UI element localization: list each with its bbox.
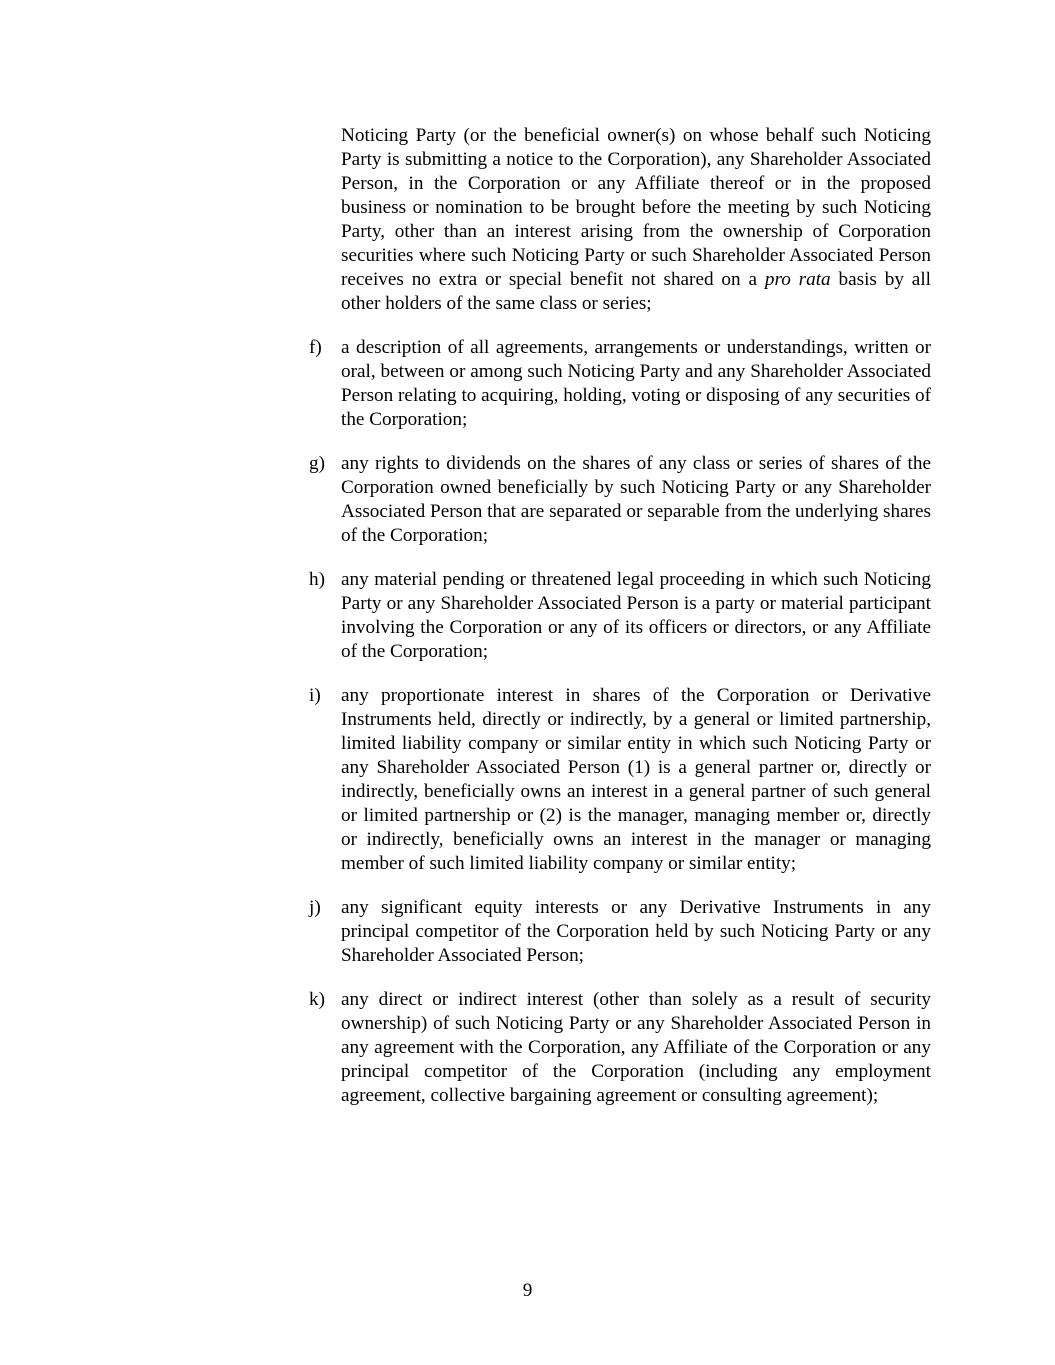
item-label: k) — [309, 989, 325, 1010]
continuation-paragraph — [341, 124, 931, 316]
item-text: a description of all agreements, arrangements or understandings, written or oral, between or among such Noticing Party and any Shareholder Associated Person relating to acquiring, holding, voting or disposing of any securities of the Corporation; — [341, 337, 931, 430]
item-text: any direct or indirect interest (other than solely as a result of security ownership) of such Noticing Party or any Shareholder Associated Person in any agreement with the Corporation, any Affiliate of the Corporation or any principal competitor of the Corporation (including any employment agreement, collective bargaining agreement or consulting agreement); — [341, 989, 931, 1106]
continuation-text-end: basis by all other holders of the same class or series; — [341, 269, 931, 314]
item-text: any material pending or threatened legal proceeding in which such Noticing Party or any Shareholder Associated Person is a party or material participant involving the Corporation or any of its officers or directors, or any Affiliate of the Corporation; — [341, 569, 931, 662]
item-label: j) — [309, 897, 321, 918]
item-label: i) — [309, 685, 321, 706]
item-label: f) — [309, 337, 322, 358]
list-item-j — [309, 896, 931, 968]
item-label: h) — [309, 569, 325, 590]
document-body — [309, 124, 931, 1128]
list-item-i — [309, 684, 931, 876]
item-label: g) — [309, 453, 325, 474]
item-text: any proportionate interest in shares of the Corporation or Derivative Instruments held, directly or indirectly, by a general or limited partnership, limited liability company or similar entity in which such Noticing Party or any Shareholder Associated Person (1) is a general partner or, directly or indirectly, beneficially owns an interest in a general partner of such general or limited partnership or (2) is the manager, managing member or, directly or indirectly, beneficially owns an interest in the manager or managing member of such limited liability company or similar entity; — [341, 685, 931, 874]
list-item-k — [309, 988, 931, 1108]
item-text: any rights to dividends on the shares of any class or series of shares of the Corporation owned beneficially by such Noticing Party or any Shareholder Associated Person that are separated or separable from the underlying shares of the Corporation; — [341, 453, 931, 546]
pro-rata-italic: pro rata — [764, 269, 831, 290]
list-item-g — [309, 452, 931, 548]
page-number: 9 — [522, 1280, 533, 1301]
item-text: any significant equity interests or any Derivative Instruments in any principal competitor of the Corporation held by such Noticing Party or any Shareholder Associated Person; — [341, 897, 931, 966]
list-item-h — [309, 568, 931, 664]
list-item-f — [309, 336, 931, 432]
continuation-text: Noticing Party (or the beneficial owner(s) on whose behalf such Noticing Party is submitting a notice to the Corporation), any Shareholder Associated Person, in the Corporation or any Affiliate thereof or in the proposed business or nomination to be brought before the meeting by such Noticing Party, other than an interest arising from the ownership of Corporation securities where such Noticing Party or such Shareholder Associated Person receives no extra or special benefit not shared on a — [341, 125, 931, 290]
